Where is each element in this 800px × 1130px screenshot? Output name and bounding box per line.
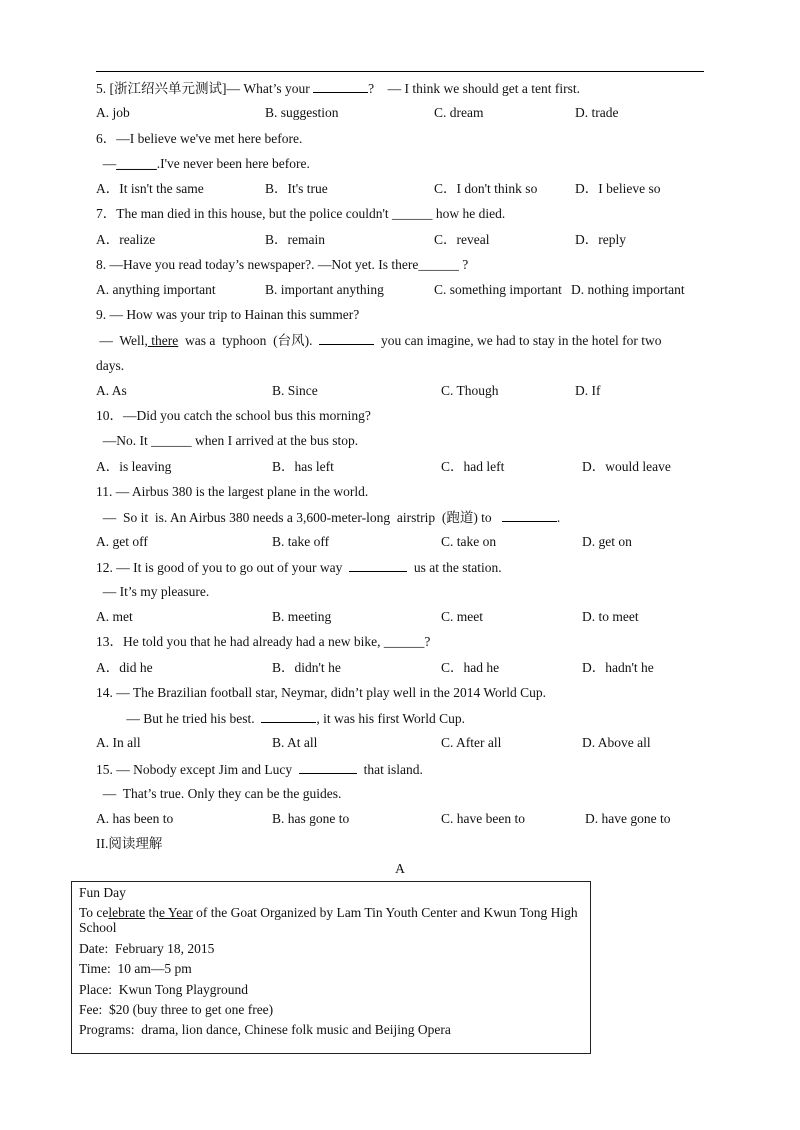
q5-option-b: B. suggestion [265,105,339,120]
q5-option-c: C. dream [434,105,484,120]
q15-option-a: A. has been to [96,811,174,826]
q11-option-b: B. take off [272,534,330,549]
q6-option-a: A．It isn't the same [96,181,204,196]
answer-blank [299,762,357,774]
answer-blank [502,510,557,522]
question-14-stem: 14. — The Brazilian football star, Neymar, didn’t play well in the 2014 World Cup. [96,685,547,700]
question-15-reply: — That’s true. Only they can be the guides. [96,786,342,801]
q12-option-c: C. meet [441,609,483,624]
question-9-reply: — Well, there was a typhoon (台风). you can imagine, we had to stay in the hotel for two [96,333,662,348]
q10-option-a: A．is leaving [96,459,172,474]
notice-title: Fun Day [79,885,126,900]
q10-option-d: D．would leave [582,459,671,474]
notice-place: Place: Kwun Tong Playground [79,982,249,997]
q5-option-d: D. trade [575,105,619,120]
passage-letter: A [395,861,405,876]
answer-blank [349,560,407,572]
q8-option-b: B. important anything [265,282,384,297]
q14-option-b: B. At all [272,735,318,750]
q12-option-a: A. met [96,609,133,624]
q7-option-d: D．reply [575,232,626,247]
q13-option-d: D．hadn't he [582,660,654,675]
question-6-stem: 6．—I believe we've met here before. [96,131,303,146]
notice-time: Time: 10 am—5 pm [79,961,192,976]
question-12-stem: 12. — It is good of you to go out of your way us at the station. [96,560,502,575]
q9-option-b: B. Since [272,383,318,398]
section-title: II.阅读理解 [96,836,163,851]
q13-option-a: A．did he [96,660,153,675]
notice-description: To celebrate the Year of the Goat Organized by Lam Tin Youth Center and Kwun Tong High School [79,905,578,935]
q9-option-c: C. Though [441,383,499,398]
q8-option-c: C. something important [434,282,562,297]
question-6-reply: —______.I've never been here before. [96,156,310,171]
q9-option-a: A. As [96,383,127,398]
notice-fee: Fee: $20 (buy three to get one free) [79,1002,274,1017]
question-8-stem: 8. —Have you read today’s newspaper?. —Not yet. Is there______ ? [96,257,469,272]
q15-option-c: C. have been to [441,811,525,826]
question-9-continued: days. [96,358,125,373]
question-11-stem: 11. — Airbus 380 is the largest plane in the world. [96,484,369,499]
q9-option-d: D. If [575,383,601,398]
q12-option-b: B. meeting [272,609,332,624]
q10-option-b: B．has left [272,459,334,474]
q13-option-c: C．had he [441,660,500,675]
q15-option-d: D. have gone to [585,811,671,826]
q15-option-b: B. has gone to [272,811,350,826]
question-10-reply: —No. It ______ when I arrived at the bus stop. [96,433,359,448]
question-13-stem: 13．He told you that he had already had a new bike, ______? [96,634,431,649]
q11-option-a: A. get off [96,534,148,549]
q6-option-d: D．I believe so [575,181,661,196]
question-10-stem: 10．—Did you catch the school bus this morning? [96,408,371,423]
q6-option-c: C．I don't think so [434,181,538,196]
q11-option-d: D. get on [582,534,632,549]
q8-option-a: A. anything important [96,282,216,297]
question-5-stem: 5. [浙江绍兴单元测试]— What’s your ? — I think we should get a tent first. [96,81,580,96]
q7-option-c: C．reveal [434,232,490,247]
answer-blank [313,81,368,93]
notice-box [71,881,591,1054]
answer-blank [319,333,374,345]
q7-option-a: A．realize [96,232,156,247]
q12-option-d: D. to meet [582,609,639,624]
notice-programs: Programs: drama, lion dance, Chinese folk music and Beijing Opera [79,1022,451,1037]
q14-option-d: D. Above all [582,735,651,750]
question-7-stem: 7．The man died in this house, but the police couldn't ______ how he died. [96,206,506,221]
question-12-reply: — It’s my pleasure. [96,584,210,599]
q14-option-a: A. In all [96,735,141,750]
question-11-reply: — So it is. An Airbus 380 needs a 3,600-meter-long airstrip (跑道) to . [96,510,561,525]
question-15-stem: 15. — Nobody except Jim and Lucy that island. [96,762,423,777]
q13-option-b: B．didn't he [272,660,341,675]
notice-date: Date: February 18, 2015 [79,941,215,956]
q6-option-b: B．It's true [265,181,328,196]
question-14-reply: — But he tried his best. , it was his first World Cup. [96,711,466,726]
q5-option-a: A. job [96,105,130,120]
q11-option-c: C. take on [441,534,497,549]
q7-option-b: B．remain [265,232,325,247]
q14-option-c: C. After all [441,735,502,750]
answer-blank [261,711,316,723]
q8-option-d: D. nothing important [571,282,685,297]
question-9-stem: 9. — How was your trip to Hainan this summer? [96,307,360,322]
header-rule [96,71,704,72]
q10-option-c: C．had left [441,459,505,474]
